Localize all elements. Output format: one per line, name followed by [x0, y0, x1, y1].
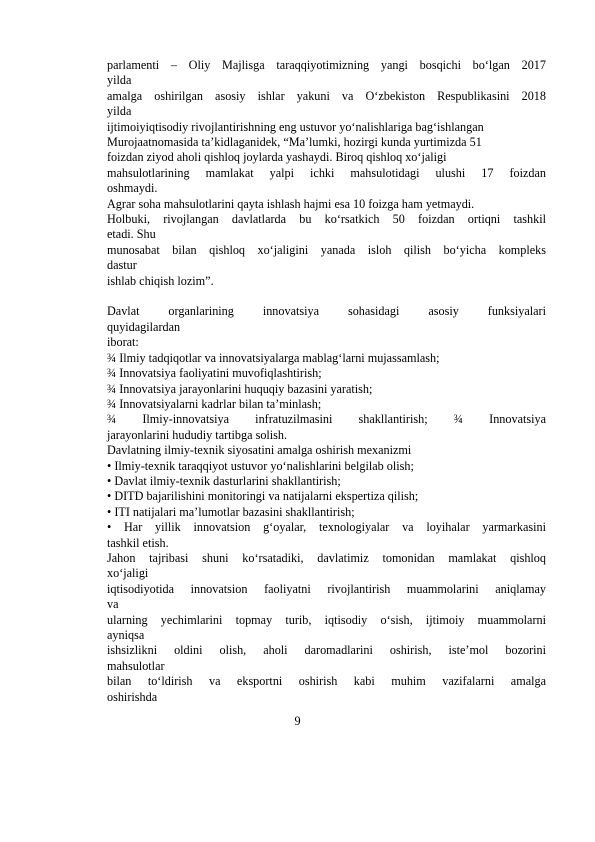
text-line: ishsizlikni oldini olish, aholi daromadlarini oshirish, iste’mol bozorini: [107, 643, 546, 658]
text-line: Holbuki, rivojlangan davlatlarda bu ko‘rsatkich 50 foizdan ortiqni tashkil: [107, 212, 546, 227]
text-line: parlamenti – Oliy Majlisga taraqqiyotimizning yangi bosqichi bo‘lgan 2017: [107, 58, 546, 72]
text-line: jarayonlarini hududiy tartibga solish.: [107, 427, 288, 442]
text-line: iborat:: [107, 335, 139, 350]
text-line: ijtimoiyiqtisodiy rivojlantirishning eng ustuvor yo‘nalishlariga bag‘ishlangan: [107, 119, 484, 134]
text-line: • Har yillik innovatsion g‘oyalar, texnologiyalar va loyihalar yarmarkasini: [107, 520, 546, 535]
text-line: ¾ Ilmiy-innovatsiya infratuzilmasini shakllantirish; ¾ Innovatsiya: [107, 412, 546, 427]
text-line: dastur: [107, 258, 137, 273]
text-line: etadi. Shu: [107, 227, 156, 242]
text-line: ¾ Innovatsiya faoliyatini muvofiqlashtirish;: [107, 366, 322, 381]
text-line: mahsulotlar: [107, 658, 165, 673]
text-line: oshmaydi.: [107, 181, 158, 196]
text-line: ¾ Innovatsiyalarni kadrlar bilan ta’minlash;: [107, 396, 322, 411]
text-line: ayniqsa: [107, 628, 145, 643]
text-line: Agrar soha mahsulotlarini qayta ishlash hajmi esa 10 foizga ham yetmaydi.: [107, 196, 475, 211]
body-text: [107, 58, 546, 705]
text-line: yilda: [107, 104, 132, 119]
text-line: xo‘jaligi: [107, 566, 149, 581]
text-line: va: [107, 597, 119, 612]
text-line: ¾ Ilmiy tadqiqotlar va innovatsiyalarga mablag‘larni mujassamlash;: [107, 350, 440, 365]
text-line: iqtisodiyotida innovatsion faoliyatni rivojlantirish muammolarini aniqlamay: [107, 581, 546, 596]
text-line: munosabat bilan qishloq xo‘jaligini yanada isloh qilish bo‘yicha kompleks: [107, 242, 546, 257]
text-line: yilda: [107, 73, 132, 88]
text-line: amalga oshirilgan asosiy ishlar yakuni va O‘zbekiston Respublikasini 2018: [107, 88, 546, 103]
text-line: tashkil etish.: [107, 535, 169, 550]
text-line: Davlatning ilmiy-texnik siyosatini amalga oshirish mexanizmi: [107, 443, 412, 458]
text-line: • Davlat ilmiy-texnik dasturlarini shakllantirish;: [107, 473, 341, 488]
text-line: foizdan ziyod aholi qishloq joylarda yashaydi. Biroq qishloq xo‘jaligi: [107, 150, 447, 165]
page-number: 9: [294, 714, 301, 728]
text-line: • DITD bajarilishini monitoringi va natijalarni ekspertiza qilish;: [107, 489, 419, 504]
text-line: Murojaatnomasida ta’kidlaganidek, “Ma’lumki, hozirgi kunda yurtimizda 51: [107, 135, 482, 150]
text-line: ularning yechimlarini topmay turib, iqtisodiy o‘sish, ijtimoiy muammolarni: [107, 612, 546, 627]
text-line: oshirishda: [107, 689, 158, 704]
text-line: • Ilmiy-texnik taraqqiyot ustuvor yo‘nalishlarini belgilab olish;: [107, 458, 414, 473]
text-line: • ITI natijalari ma’lumotlar bazasini shakllantirish;: [107, 504, 355, 519]
text-line: mahsulotlarining mamlakat yalpi ichki mahsulotidagi ulushi 17 foizdan: [107, 165, 546, 180]
text-line: ¾ Innovatsiya jarayonlarini huquqiy bazasini yaratish;: [107, 381, 373, 396]
text-line: quyidagilardan: [107, 319, 181, 334]
text-line: Davlat organlarining innovatsiya sohasidagi asosiy funksiyalari: [107, 304, 546, 319]
text-line: ishlab chiqish lozim”.: [107, 273, 214, 288]
paragraph-gap: [107, 289, 546, 304]
text-line: bilan to‘ldirish va eksportni oshirish kabi muhim vazifalarni amalga: [107, 674, 546, 689]
text-line: Jahon tajribasi shuni ko‘rsatadiki, davlatimiz tomonidan mamlakat qishloq: [107, 550, 546, 565]
